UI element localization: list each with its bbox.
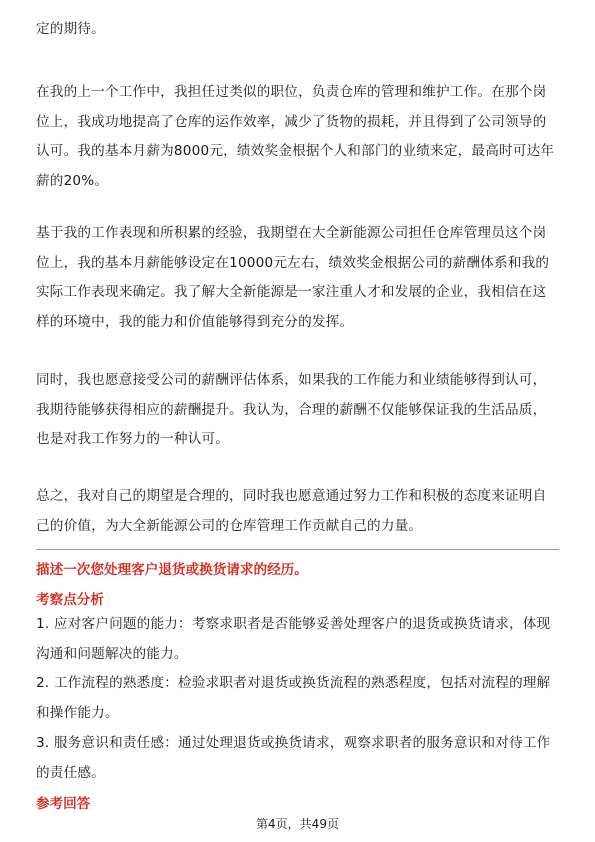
body-paragraph-5: 总之，我对自己的期望是合理的，同时我也愿意通过努力工作和积极的态度来证明自己的价值，为大全新能源公司的仓库管理工作贡献自己的力量。 [36,488,547,534]
analysis-heading: 考察点分析 [36,592,104,608]
body-paragraph-2: 在我的上一个工作中，我担任过类似的职位，负责仓库的管理和维护工作。在那个岗位上，我成功地提高了仓库的运作效率，减少了货物的损耗，并且得到了公司领导的认可。我的基本月薪为8000元，绩效奖金根据个人和部门的业绩来定，最高时可达年薪的20%。 [36,84,555,189]
analysis-item-3: 3. 服务意识和责任感：通过处理退货或换货请求，观察求职者的服务意识和对待工作的责任感。 [36,735,551,781]
body-paragraph-1: 定的期待。 [36,21,105,37]
analysis-item-1: 1. 应对客户问题的能力：考察求职者是否能够妥善处理客户的退货或换货请求，体现沟通和问题解决的能力。 [36,616,551,662]
analysis-item-2: 2. 工作流程的熟悉度：检验求职者对退货或换货流程的熟悉程度，包括对流程的理解和操作能力。 [36,675,551,721]
section-divider [36,549,559,550]
answer-heading: 参考回答 [36,796,91,812]
page-number-footer: 第4页，共49页 [256,817,339,831]
question-heading: 描述一次您处理客户退货或换货请求的经历。 [36,562,308,578]
body-paragraph-3: 基于我的工作表现和所积累的经验，我期望在大全新能源公司担任仓库管理员这个岗位上，我的基本月薪能够设定在10000元左右，绩效奖金根据公司的薪酬体系和我的实际工作表现来确定。我了解大全新能源是一家注重人才和发展的企业，我相信在这样的环境中，我的能力和价值能够得到充分的发挥。 [36,225,550,330]
body-paragraph-4: 同时，我也愿意接受公司的薪酬评估体系，如果我的工作能力和业绩能够得到认可，我期待能够获得相应的薪酬提升。我认为，合理的薪酬不仅能够保证我的生活品质，也是对我工作努力的一种认可。 [36,372,547,448]
